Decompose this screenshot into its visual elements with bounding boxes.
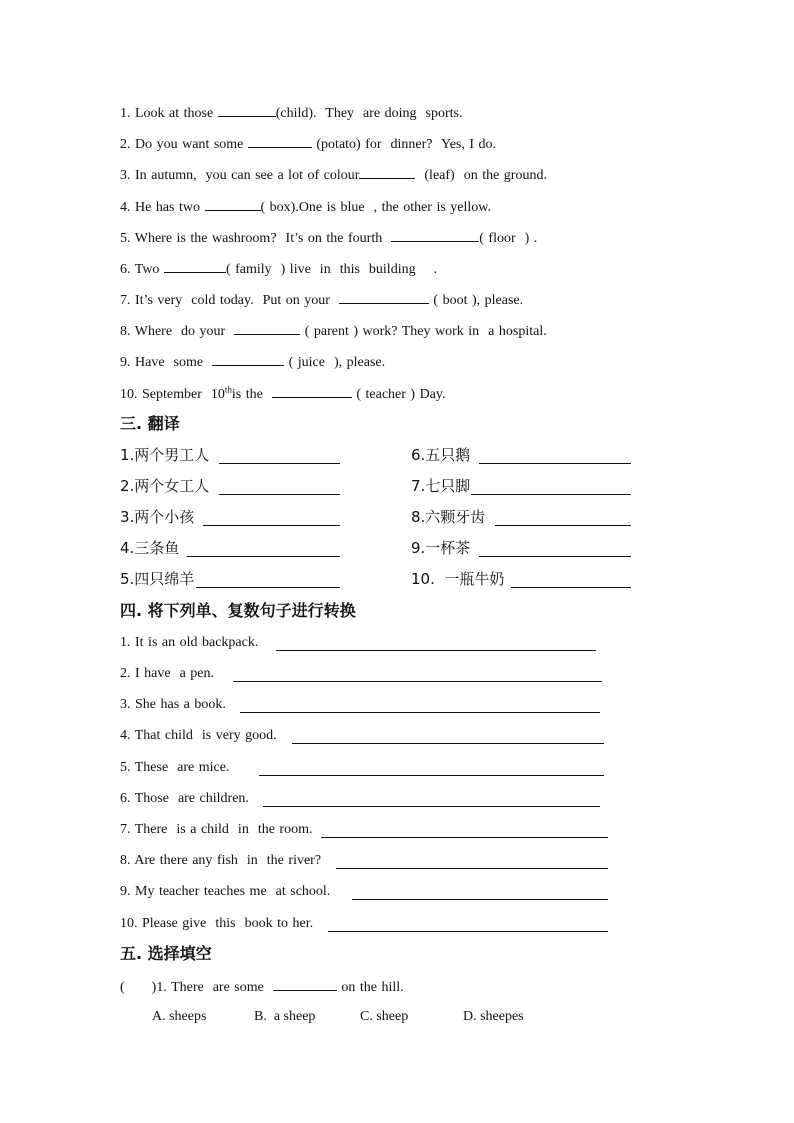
conversion-item: 3. She has a book. [120,697,226,712]
conversion-item: 2. I have a pen. [120,666,215,681]
answer-blank[interactable] [219,494,340,495]
answer-blank[interactable] [359,165,415,179]
conversion-item: 9. My teacher teaches me at school. [120,884,331,899]
answer-blank[interactable] [234,321,300,335]
answer-blank[interactable] [203,525,340,526]
fill-blank-item [120,197,491,217]
answer-blank[interactable] [272,384,352,398]
fill-blank-item [120,228,537,248]
fill-blank-item [120,259,437,279]
answer-line[interactable] [259,775,604,776]
item-text-pre2: is the [231,387,272,402]
answer-line[interactable] [321,837,608,838]
item-text-post: ( teacher ) Day. [351,387,446,402]
answer-line[interactable] [276,650,596,651]
answer-blank[interactable] [164,259,226,273]
item-text-pre: 6. Two [120,262,164,277]
conversion-item: 4. That child is very good. [120,728,277,743]
fill-blank-item [120,134,496,154]
answer-paren[interactable]: ( ) [120,980,157,995]
translation-item: 9.一杯茶 [411,539,471,557]
answer-line[interactable] [352,899,608,900]
answer-blank[interactable] [212,352,284,366]
fill-blank-item [120,352,385,372]
answer-blank[interactable] [391,228,479,242]
translation-item: 4.三条鱼 [120,539,180,557]
item-text-pre: 1. Look at those [120,106,218,121]
option-b[interactable]: B. a sheep [254,1009,316,1024]
ordinal-suffix: th [224,384,232,395]
answer-blank[interactable] [479,463,631,464]
conversion-item: 5. These are mice. [120,760,230,775]
item-text-post: (leaf) on the ground. [415,168,547,183]
item-text-pre: 5. Where is the washroom? It’s on the fourth [120,231,392,246]
item-text-post: ( box).One is blue , the other is yellow. [260,200,491,215]
answer-blank[interactable] [479,556,631,557]
translation-item: 7.七只脚 [411,477,471,495]
answer-line[interactable] [240,712,600,713]
question-pre: 1. There are some [156,980,273,995]
section-4-title: 四. 将下列单、复数句子进行转换 [120,601,356,620]
conversion-item: 8. Are there any fish in the river? [120,853,322,868]
item-text-pre: 8. Where do your [120,324,235,339]
translation-item: 3.两个小孩 [120,508,195,526]
answer-blank[interactable] [471,494,631,495]
answer-line[interactable] [233,681,602,682]
answer-blank[interactable] [495,525,631,526]
question-post: on the hill. [336,980,404,995]
answer-blank[interactable] [205,197,261,211]
conversion-item: 10. Please give this book to her. [120,916,314,931]
conversion-item: 6. Those are children. [120,791,249,806]
item-text-post: ( parent ) work? They work in a hospital. [300,324,547,339]
item-text-post: ( family ) live in this building . [225,262,438,277]
item-text-post: ( juice ), please. [284,355,386,370]
answer-line[interactable] [328,931,608,932]
translation-item: 2.两个女工人 [120,477,210,495]
item-text-pre: 9. Have some [120,355,213,370]
item-text-post: ( boot ), please. [428,293,524,308]
fill-blank-item [120,321,547,341]
option-a[interactable]: A. sheeps [152,1009,207,1024]
translation-item: 1.两个男工人 [120,446,210,464]
translation-item: 6.五只鹅 [411,446,471,464]
answer-blank[interactable] [511,587,631,588]
item-text-pre: 7. It’s very cold today. Put on your [120,293,339,308]
translation-item: 10. 一瓶牛奶 [411,570,505,588]
choice-question-1 [120,977,404,997]
answer-line[interactable] [292,743,604,744]
answer-blank[interactable] [219,463,340,464]
answer-line[interactable] [336,868,608,869]
answer-line[interactable] [263,806,600,807]
item-text-post: ( floor ) . [479,231,538,246]
fill-blank-item [120,103,462,123]
answer-blank[interactable] [273,977,337,991]
translation-item: 8.六颗牙齿 [411,508,486,526]
answer-blank[interactable] [218,103,276,117]
item-text-pre: 3. In autumn, you can see a lot of colour [120,168,360,183]
option-d[interactable]: D. sheepes [463,1009,524,1024]
answer-blank[interactable] [196,587,340,588]
answer-blank[interactable] [187,556,340,557]
item-text-pre: 10. September 10 [120,387,225,402]
conversion-item: 1. It is an old backpack. [120,635,259,650]
fill-blank-item [120,290,523,310]
fill-blank-item [120,384,446,404]
fill-blank-item [120,165,547,185]
translation-item: 5.四只绵羊 [120,570,195,588]
item-text-pre: 2. Do you want some [120,137,248,152]
answer-blank[interactable] [339,290,429,304]
item-text-post: (child). They are doing sports. [275,106,463,121]
conversion-item: 7. There is a child in the room. [120,822,313,837]
answer-blank[interactable] [248,134,312,148]
item-text-pre: 4. He has two [120,200,205,215]
section-5-title: 五. 选择填空 [120,944,212,963]
section-3-title: 三. 翻译 [120,414,180,433]
item-text-post: (potato) for dinner? Yes, I do. [311,137,497,152]
option-c[interactable]: C. sheep [360,1009,409,1024]
